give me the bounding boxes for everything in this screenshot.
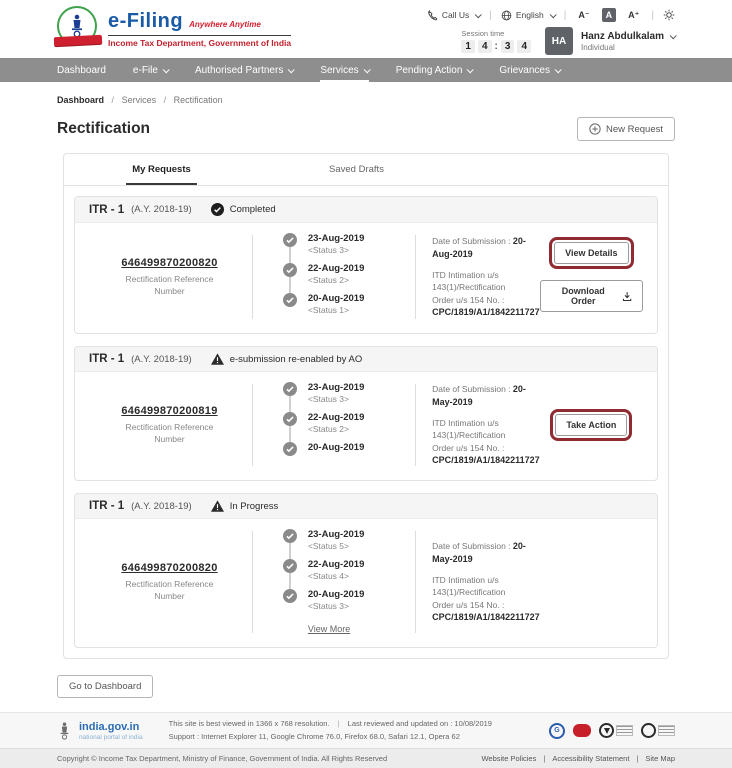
order-number: CPC/1819/A1/1842211727 bbox=[432, 454, 540, 465]
timeline-item: 20-Aug-2019 <Status 3> bbox=[283, 589, 415, 611]
nav-authorised-partners[interactable]: Authorised Partners bbox=[195, 58, 293, 82]
check-circle-icon bbox=[283, 263, 297, 277]
font-size-increase-button[interactable]: A⁺ bbox=[628, 9, 640, 20]
timeline-item: 22-Aug-2019 <Status 2> bbox=[283, 263, 415, 285]
intimation-line: ITD Intimation u/s 143(1)/Rectification bbox=[432, 418, 506, 441]
font-size-decrease-button[interactable]: A⁻ bbox=[578, 9, 590, 20]
support-text: Support : Internet Explorer 11, Google Chrome 76.0, Firefox 68.0, Safari 12.1, Opera 62 bbox=[168, 731, 460, 741]
settings-button[interactable] bbox=[663, 9, 675, 21]
reference-caption: Rectification Reference Number bbox=[125, 579, 214, 601]
separator: | bbox=[489, 9, 492, 21]
main-nav bbox=[0, 58, 732, 82]
website-policies-link[interactable]: Website Policies bbox=[481, 754, 537, 763]
submission-label: Date of Submission : bbox=[432, 235, 511, 246]
timeline-item: 22-Aug-2019 <Status 4> bbox=[283, 559, 415, 581]
user-menu[interactable] bbox=[545, 27, 675, 55]
check-circle-icon bbox=[283, 233, 297, 247]
intimation-line: ITD Intimation u/s 143(1)/Rectification bbox=[432, 270, 506, 293]
national-emblem-icon bbox=[57, 6, 99, 54]
language-label: English bbox=[515, 10, 544, 20]
form-type: ITR - 1 bbox=[89, 203, 125, 216]
tab-saved-drafts[interactable]: Saved Drafts bbox=[329, 164, 384, 175]
plus-circle-icon bbox=[589, 123, 601, 135]
request-card-in-progress bbox=[74, 493, 658, 648]
chevron-down-icon bbox=[163, 66, 170, 73]
submission-date: 20-Aug-2019 bbox=[432, 235, 526, 259]
order-label: Order u/s 154 No. : bbox=[432, 294, 505, 305]
session-digit: 4 bbox=[478, 40, 492, 53]
brand-subtitle: Income Tax Department, Government of India bbox=[108, 38, 292, 48]
assessment-year: (A.Y. 2018-19) bbox=[131, 204, 192, 215]
check-circle-icon bbox=[211, 203, 224, 216]
language-menu[interactable] bbox=[501, 10, 555, 21]
india-gov-portal-link[interactable] bbox=[57, 721, 143, 741]
check-circle-icon bbox=[283, 589, 297, 603]
reference-number-link[interactable]: 646499870200820 bbox=[121, 562, 218, 575]
nav-grievances[interactable]: Grievances bbox=[499, 58, 560, 82]
request-card-completed bbox=[74, 196, 658, 334]
brand-tagline: Anywhere Anytime bbox=[189, 20, 261, 29]
status-badge: In Progress bbox=[229, 500, 279, 512]
portal-tagline: national portal of india bbox=[79, 733, 143, 741]
reference-caption: Rectification Reference Number bbox=[125, 422, 214, 444]
submission-date: 20-May-2019 bbox=[432, 383, 526, 407]
call-us-label: Call Us bbox=[441, 10, 470, 20]
assessment-year: (A.Y. 2018-19) bbox=[131, 500, 192, 512]
separator: | bbox=[636, 754, 639, 763]
request-card-reenabled bbox=[74, 346, 658, 481]
check-circle-icon bbox=[283, 559, 297, 573]
india-gov-emblem-icon bbox=[57, 721, 72, 741]
requests-panel bbox=[63, 153, 669, 659]
session-label: Session time bbox=[461, 29, 505, 38]
globe-icon bbox=[501, 10, 512, 21]
status-timeline bbox=[283, 529, 415, 611]
nav-dashboard[interactable]: Dashboard bbox=[57, 64, 106, 76]
accessibility-statement-link[interactable]: Accessibility Statement bbox=[552, 754, 630, 763]
phone-icon bbox=[427, 10, 438, 21]
timeline-item: 23-Aug-2019 <Status 5> bbox=[283, 529, 415, 551]
go-to-dashboard-button[interactable]: Go to Dashboard bbox=[57, 675, 153, 698]
gear-icon bbox=[663, 9, 675, 21]
take-action-button[interactable]: Take Action bbox=[555, 414, 627, 436]
last-reviewed-text: Last reviewed and updated on : 10/08/2019 bbox=[347, 718, 492, 728]
page-title: Rectification bbox=[57, 120, 151, 137]
breadcrumb-current: Rectification bbox=[173, 95, 223, 105]
submission-label: Date of Submission : bbox=[432, 540, 511, 551]
chevron-down-icon bbox=[549, 11, 556, 18]
brand-title: e-Filing bbox=[108, 10, 184, 32]
user-role: Individual bbox=[581, 42, 615, 52]
session-colon: : bbox=[494, 41, 498, 52]
chevron-down-icon bbox=[670, 32, 677, 39]
check-circle-icon bbox=[283, 442, 297, 456]
utility-bar bbox=[427, 8, 675, 22]
font-size-normal-button[interactable]: A bbox=[602, 8, 617, 22]
breadcrumb-separator: / bbox=[163, 95, 167, 105]
check-circle-icon bbox=[283, 293, 297, 307]
form-type: ITR - 1 bbox=[89, 353, 125, 365]
call-us-menu[interactable] bbox=[427, 10, 480, 21]
reference-number-link[interactable]: 646499870200820 bbox=[121, 257, 218, 270]
iso-seal bbox=[641, 723, 675, 738]
efiling-logo[interactable] bbox=[57, 6, 291, 58]
check-circle-icon bbox=[283, 412, 297, 426]
order-number: CPC/1819/A1/1842211727 bbox=[432, 306, 540, 317]
certification-badges bbox=[549, 723, 675, 739]
intimation-line: ITD Intimation u/s 143(1)/Rectification bbox=[432, 575, 506, 598]
breadcrumb-services[interactable]: Services bbox=[121, 95, 157, 105]
timeline-item: 20-Aug-2019 <Status 1> bbox=[283, 293, 415, 315]
tab-my-requests[interactable]: My Requests bbox=[64, 154, 259, 185]
breadcrumb-separator: / bbox=[111, 95, 115, 105]
warning-icon bbox=[211, 500, 224, 512]
check-circle-icon bbox=[283, 529, 297, 543]
breadcrumb bbox=[0, 82, 732, 105]
reference-caption: Rectification Reference Number bbox=[125, 274, 214, 296]
view-details-button[interactable]: View Details bbox=[554, 242, 628, 264]
digital-india-badge: G bbox=[549, 723, 565, 739]
order-label: Order u/s 154 No. : bbox=[432, 599, 505, 610]
status-timeline bbox=[283, 382, 415, 462]
status-badge: e-submission re-enabled by AO bbox=[229, 353, 363, 365]
logo-ribbon bbox=[54, 35, 102, 46]
separator: | bbox=[563, 9, 567, 21]
timeline-item: 23-Aug-2019 <Status 3> bbox=[283, 233, 415, 255]
timeline-item: 20-Aug-2019 bbox=[283, 442, 415, 462]
separator: | bbox=[337, 718, 340, 728]
session-digit: 3 bbox=[501, 40, 515, 53]
warning-icon bbox=[211, 353, 224, 365]
chevron-down-icon bbox=[475, 11, 482, 18]
order-label: Order u/s 154 No. : bbox=[432, 442, 505, 453]
separator: | bbox=[651, 9, 654, 21]
order-number: CPC/1819/A1/1842211727 bbox=[432, 611, 540, 622]
footer bbox=[0, 712, 732, 768]
breadcrumb-dashboard[interactable]: Dashboard bbox=[57, 95, 105, 105]
copyright-text: Copyright © Income Tax Department, Ministry of Finance, Government of India. All Rights Reserved bbox=[57, 754, 388, 763]
session-digit: 4 bbox=[517, 40, 531, 53]
download-order-button[interactable]: Download Order bbox=[540, 280, 643, 312]
check-circle-icon bbox=[283, 382, 297, 396]
nav-efile[interactable]: e-File bbox=[133, 58, 168, 82]
separator: | bbox=[543, 754, 546, 763]
avatar: HA bbox=[545, 27, 573, 55]
timeline-item: 23-Aug-2019 <Status 3> bbox=[283, 382, 415, 404]
form-type: ITR - 1 bbox=[89, 500, 125, 512]
session-timer bbox=[461, 29, 531, 53]
nav-services[interactable]: Services bbox=[320, 58, 368, 82]
submission-date: 20-May-2019 bbox=[432, 540, 526, 564]
reference-number-link[interactable]: 646499870200819 bbox=[121, 405, 218, 418]
user-name: Hanz Abdulkalam bbox=[581, 30, 664, 42]
chevron-down-icon bbox=[555, 66, 562, 73]
nav-pending-action[interactable]: Pending Action bbox=[396, 58, 473, 82]
status-badge: Completed bbox=[229, 204, 276, 215]
assessment-year: (A.Y. 2018-19) bbox=[131, 353, 192, 365]
status-timeline bbox=[283, 233, 415, 315]
view-more-link[interactable]: View More bbox=[307, 624, 351, 634]
intrust-badge bbox=[573, 724, 591, 737]
site-map-link[interactable]: Site Map bbox=[645, 754, 675, 763]
tab-bar bbox=[64, 154, 668, 186]
chevron-down-icon bbox=[467, 66, 474, 73]
chevron-down-icon bbox=[288, 66, 295, 73]
timeline-item: 22-Aug-2019 <Status 2> bbox=[283, 412, 415, 434]
session-digit: 1 bbox=[461, 40, 475, 53]
chevron-down-icon bbox=[363, 66, 370, 73]
app-header bbox=[0, 0, 732, 58]
footer-info bbox=[169, 718, 492, 744]
new-request-button[interactable]: New Request bbox=[577, 117, 675, 141]
cmmi-seal bbox=[599, 723, 633, 738]
submission-label: Date of Submission : bbox=[432, 383, 511, 394]
download-icon bbox=[622, 291, 632, 302]
portal-name: india.gov.in bbox=[79, 720, 140, 733]
best-viewed-text: This site is best viewed in 1366 x 768 resolution. bbox=[168, 718, 330, 728]
